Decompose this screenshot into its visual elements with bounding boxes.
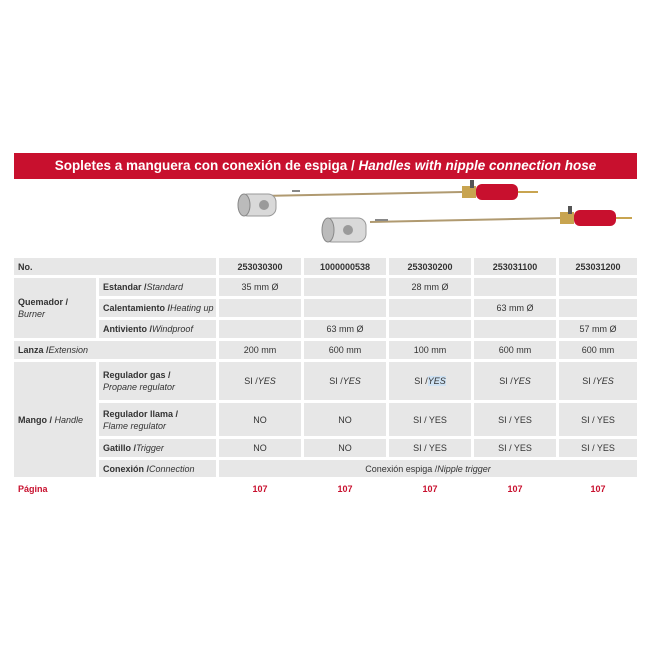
highlighted-yes: YES: [427, 376, 446, 386]
header-col-4: 253031100: [474, 258, 556, 275]
mango-en: Handle: [54, 414, 84, 425]
regulador-gas-label: Regulador gas / Propane regulator: [99, 362, 216, 400]
regulador-gas-val-5: SI / YES: [559, 362, 637, 400]
header-col-5: 253031200: [559, 258, 637, 275]
gatillo-label: Gatillo / Trigger: [99, 439, 216, 457]
regulador-llama-val-3: SI / YES: [389, 403, 471, 436]
table-title-banner: [14, 153, 637, 179]
pagina-val-3[interactable]: 107: [389, 480, 471, 497]
regulador-llama-val-4: SI / YES: [474, 403, 556, 436]
regulador-gas-val-4: SI / YES: [474, 362, 556, 400]
quemador-es: Quemador /: [18, 297, 69, 307]
estandar-val-4: [474, 278, 556, 296]
antiviento-val-3: [389, 320, 471, 338]
calentamiento-val-1: [219, 299, 301, 317]
gatillo-val-2: NO: [304, 439, 386, 457]
header-col-3: 253030200: [389, 258, 471, 275]
regulador-llama-val-2: NO: [304, 403, 386, 436]
estandar-val-3: 28 mm Ø: [389, 278, 471, 296]
header-label: No.: [14, 258, 216, 275]
regulador-gas-val-3: SI / YES: [389, 362, 471, 400]
regulador-llama-label: Regulador llama / Flame regulator: [99, 403, 216, 436]
gatillo-val-1: NO: [219, 439, 301, 457]
mango-es: Mango /: [18, 414, 55, 425]
estandar-val-5: [559, 278, 637, 296]
antiviento-val-5: 57 mm Ø: [559, 320, 637, 338]
regulador-llama-val-1: NO: [219, 403, 301, 436]
calentamiento-val-2: [304, 299, 386, 317]
calentamiento-label: Calentamiento / Heating up: [99, 299, 216, 317]
conexion-label: Conexión / Connection: [99, 460, 216, 477]
calentamiento-val-4: 63 mm Ø: [474, 299, 556, 317]
lanza-val-2: 600 mm: [304, 341, 386, 359]
antiviento-val-2: 63 mm Ø: [304, 320, 386, 338]
antiviento-val-1: [219, 320, 301, 338]
conexion-value: Conexión espiga / Nipple trigger: [219, 460, 637, 477]
pagina-val-4[interactable]: 107: [474, 480, 556, 497]
header-col-1: 253030300: [219, 258, 301, 275]
estandar-val-2: [304, 278, 386, 296]
regulador-llama-val-5: SI / YES: [559, 403, 637, 436]
pagina-val-2[interactable]: 107: [304, 480, 386, 497]
title-english: Handles with nipple connection hose: [358, 158, 597, 173]
estandar-label: Estandar / Standard: [99, 278, 216, 296]
estandar-val-1: 35 mm Ø: [219, 278, 301, 296]
calentamiento-row: [14, 299, 637, 317]
estandar-row: [14, 278, 637, 296]
lanza-label: Lanza / Extension: [14, 341, 216, 359]
header-row: [14, 258, 637, 275]
calentamiento-val-3: [389, 299, 471, 317]
calentamiento-val-5: [559, 299, 637, 317]
header-col-2: 1000000538: [304, 258, 386, 275]
antiviento-row: [14, 320, 637, 338]
title-spanish: Sopletes a manguera con conexión de espiga /: [54, 158, 359, 173]
pagina-row: [14, 480, 637, 497]
regulador-llama-row: [14, 403, 637, 436]
torch-image-1: [238, 180, 538, 216]
lanza-val-4: 600 mm: [474, 341, 556, 359]
antiviento-label: Antiviento / Windproof: [99, 320, 216, 338]
lanza-val-1: 200 mm: [219, 341, 301, 359]
regulador-gas-row: [14, 362, 637, 400]
regulador-gas-val-1: SI / YES: [219, 362, 301, 400]
pagina-val-5[interactable]: 107: [559, 480, 637, 497]
pagina-label: Página: [14, 480, 216, 497]
gatillo-val-5: SI / YES: [559, 439, 637, 457]
lanza-val-3: 100 mm: [389, 341, 471, 359]
regulador-gas-val-2: SI / YES: [304, 362, 386, 400]
gatillo-val-3: SI / YES: [389, 439, 471, 457]
conexion-row: [14, 460, 637, 477]
gatillo-val-4: SI / YES: [474, 439, 556, 457]
pagina-val-1[interactable]: 107: [219, 480, 301, 497]
lanza-val-5: 600 mm: [559, 341, 637, 359]
torch-image-2: [322, 206, 632, 242]
product-photo-torch-handles: [220, 180, 637, 257]
quemador-en: Burner: [18, 309, 46, 319]
lanza-row: [14, 341, 637, 359]
antiviento-val-4: [474, 320, 556, 338]
gatillo-row: [14, 439, 637, 457]
